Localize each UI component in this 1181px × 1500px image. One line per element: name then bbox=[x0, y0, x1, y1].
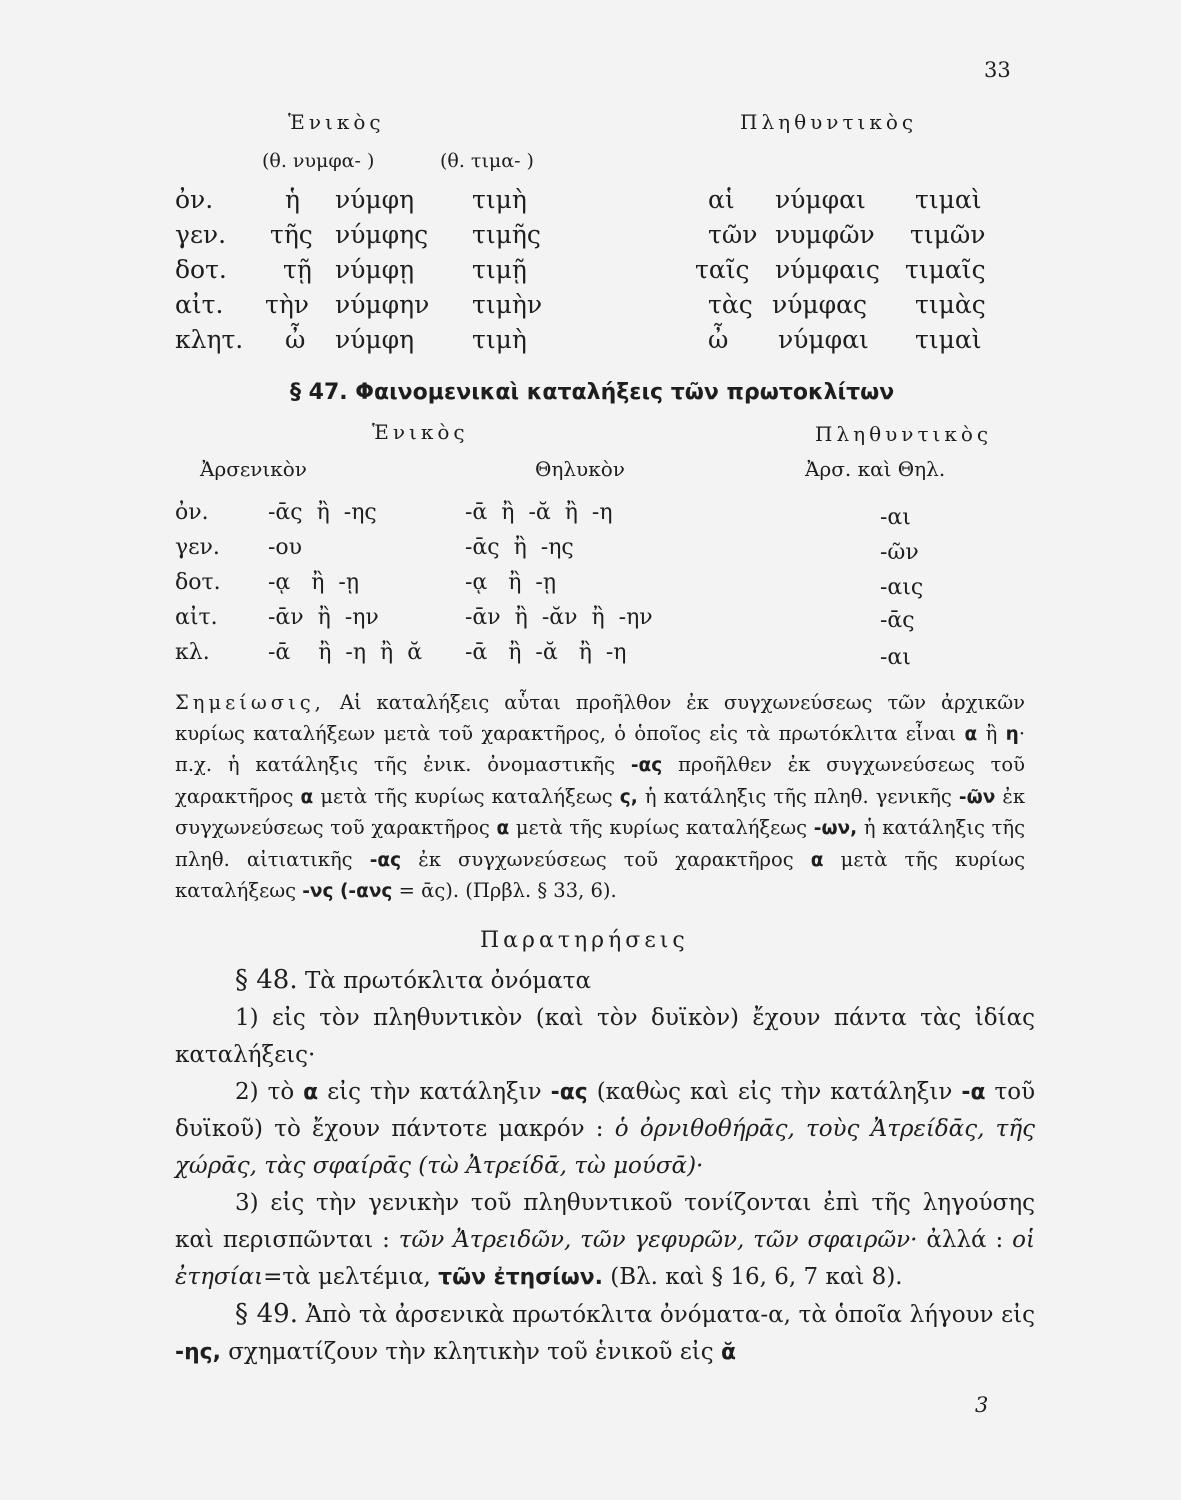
section-48-title: Τὰ πρωτόκλιτα ὀνόματα bbox=[304, 968, 592, 994]
note-text: ἢ bbox=[985, 721, 998, 745]
case-label: ὀν. bbox=[175, 500, 209, 525]
noun-time: τιμὴν bbox=[472, 290, 543, 319]
feminine-ending: -ᾳ ἢ -ῃ bbox=[465, 570, 557, 595]
feminine-ending: -ᾱ ἢ -ᾰ ἢ -η bbox=[465, 640, 627, 665]
case-label: κλ. bbox=[175, 640, 210, 665]
note-text: Αἱ καταλήξεις αὗται προῆλθον ἐκ συγχωνεύσεως τῶν ἀρχικῶν κυρίως καταλήξεων μετὰ τοῦ χαρακτῆρος, ὁ ὁποῖος εἰς τὰ πρωτόκλιτα εἶναι bbox=[175, 691, 1026, 745]
section-49 bbox=[175, 1296, 1035, 1371]
observations-body bbox=[175, 962, 1035, 1371]
plural-ending: -ῶν bbox=[880, 540, 919, 565]
case-label: αἰτ. bbox=[175, 605, 218, 630]
plural-noun-nymphe: νύμφαις bbox=[775, 255, 880, 284]
article: ὦ bbox=[285, 325, 306, 354]
article: τῇ bbox=[283, 255, 312, 284]
noun-nymphe: νύμφης bbox=[335, 220, 429, 249]
observations-heading: Παρατηρήσεις bbox=[480, 928, 689, 953]
noun-nymphe: νύμφην bbox=[335, 290, 430, 319]
plural-noun-nymphe: νύμφαι bbox=[775, 185, 866, 214]
obs-text: τοῦ δυϊκοῦ) τὸ ἔχουν πάντοτε μακρόν : bbox=[175, 1079, 1036, 1142]
article: ἡ bbox=[285, 185, 300, 214]
obs-text: εἰς τὴν κατάληξιν bbox=[327, 1079, 542, 1105]
obs-bold: -ας bbox=[550, 1080, 588, 1105]
plural-article: αἱ bbox=[708, 185, 735, 214]
observation-2 bbox=[175, 1074, 1035, 1185]
page-number-top: 33 bbox=[984, 58, 1011, 82]
obs-text: =τὰ μελτέμια, bbox=[263, 1264, 431, 1290]
note-bold: η bbox=[1005, 723, 1019, 745]
note-bold: -ων, bbox=[813, 818, 858, 839]
observation-1: 1) εἰς τὸν πληθυντικὸν (καὶ τὸν δυϊκὸν) ἔχουν πάντα τὰς ἰδίας καταλήξεις· bbox=[175, 1005, 1035, 1068]
obs-italic: οἱ ἐτησίαι bbox=[175, 1227, 1036, 1290]
obs-italic: τῶν Ἀτρειδῶν, τῶν γεφυρῶν, τῶν σφαιρῶν· bbox=[398, 1227, 918, 1253]
case-label: αἰτ. bbox=[175, 290, 224, 319]
note-label: Σημείωσις, bbox=[175, 691, 325, 714]
obs-bold: τῶν ἐτησίων. bbox=[438, 1265, 603, 1290]
case-label: ὀν. bbox=[175, 185, 214, 214]
noun-time: τιμῇ bbox=[472, 255, 527, 284]
masculine-ending: -ᾱν ἢ -ην bbox=[268, 605, 379, 630]
masculine-ending: -ᾱς ἢ -ης bbox=[268, 500, 377, 525]
obs-text: ἀλλά : bbox=[926, 1227, 1004, 1253]
section-47-header-plural: Πληθυντικὸς bbox=[815, 422, 993, 446]
plural-ending: -αι bbox=[880, 505, 911, 530]
feminine-ending: -ᾱ ἢ -ᾰ ἢ -η bbox=[465, 500, 613, 525]
plural-ending: -αις bbox=[880, 575, 924, 600]
masculine-ending: -ου bbox=[268, 535, 303, 560]
note-bold: -νς (-ανς bbox=[302, 881, 393, 902]
noun-time: τιμὴ bbox=[472, 325, 527, 354]
noun-nymphe: νύμφη bbox=[335, 185, 415, 214]
case-label: γεν. bbox=[175, 220, 227, 249]
case-label: κλητ. bbox=[175, 325, 244, 354]
note-text: · π.χ. ἡ κατάληξις τῆς ἐνικ. ὀνομαστικῆς bbox=[175, 721, 1026, 776]
feminine-ending: -ᾱν ἢ -ᾰν ἢ -ην bbox=[465, 605, 653, 630]
column-masculine: Ἀρσενικὸν bbox=[200, 457, 307, 481]
plural-noun-time: τιμαὶ bbox=[915, 325, 982, 354]
note-text: ἐκ συγχωνεύσεως τοῦ χαρακτῆρος bbox=[175, 784, 1026, 839]
note-text: μετὰ τῆς κυρίως καταλήξεως bbox=[320, 784, 613, 808]
plural-noun-nymphe: νύμφαι bbox=[778, 325, 869, 354]
column-plural: Ἀρσ. καὶ Θηλ. bbox=[805, 457, 946, 481]
section-49-number: § 49. bbox=[235, 1299, 298, 1329]
section-48-number: § 48. bbox=[235, 965, 298, 995]
plural-article: ὦ bbox=[708, 325, 729, 354]
plural-noun-time: τιμαὶ bbox=[915, 185, 982, 214]
note-bold: -ας bbox=[630, 755, 663, 776]
obs-bold: α bbox=[303, 1080, 319, 1105]
article: τὴν bbox=[265, 290, 310, 319]
plural-noun-nymphe: νυμφῶν bbox=[775, 220, 875, 249]
plural-ending: -ᾱς bbox=[880, 608, 915, 633]
observation-3 bbox=[175, 1185, 1035, 1296]
obs-bold: -α bbox=[961, 1080, 986, 1105]
feminine-ending: -ᾱς ἢ -ης bbox=[465, 535, 574, 560]
plural-ending: -αι bbox=[880, 645, 911, 670]
masculine-ending: -ᾱ ἢ -η ἢ ᾰ bbox=[268, 640, 423, 665]
table1-stem-2: (θ. τιμα- ) bbox=[440, 150, 534, 172]
note-bold: -ῶν bbox=[958, 786, 996, 808]
noun-time: τιμῆς bbox=[472, 220, 541, 249]
note-text: ἡ κατάληξις τῆς πληθ. αἰτιατικῆς bbox=[175, 816, 1026, 871]
obs-text: σχηματίζουν τὴν κλητικὴν τοῦ ἑνικοῦ εἰς bbox=[228, 1339, 714, 1365]
noun-nymphe: νύμφη bbox=[335, 325, 415, 354]
obs-text: 2) τὸ bbox=[235, 1079, 295, 1105]
note-text: μετὰ τῆς κυρίως καταλήξεως bbox=[175, 847, 1026, 902]
note-bold: α bbox=[810, 849, 824, 871]
case-label: γεν. bbox=[175, 535, 220, 560]
plural-noun-nymphe: νύμφας bbox=[772, 290, 868, 319]
obs-bold: ᾰ bbox=[720, 1340, 736, 1365]
obs-italic: ὁ ὀρνιθοθήρᾱς, τοὺς Ἀτρείδᾱς, τῆς χώρᾱς, τὰς σφαίρᾱς (τὼ Ἀτρείδᾱ, τὼ μούσᾱ)· bbox=[175, 1116, 1035, 1179]
note-text: = ᾱς). (Πρβλ. § 33, 6). bbox=[398, 879, 617, 902]
case-label: δοτ. bbox=[175, 570, 221, 595]
table1-header-singular: Ἑνικὸς bbox=[288, 110, 385, 134]
plural-article: τὰς bbox=[708, 290, 753, 319]
noun-nymphe: νύμφῃ bbox=[335, 255, 415, 284]
plural-noun-time: τιμῶν bbox=[910, 220, 986, 249]
note-bold: -ας bbox=[369, 849, 402, 871]
page-number-bottom: 3 bbox=[975, 1393, 989, 1417]
case-label: δοτ. bbox=[175, 255, 227, 284]
obs-bold: -ης, bbox=[175, 1340, 221, 1365]
note-text: προῆλθεν ἐκ συγχωνεύσεως τοῦ χαρακτῆρος bbox=[175, 753, 1025, 808]
obs-text: (καθὼς καὶ εἰς τὴν κατάληξιν bbox=[596, 1079, 953, 1105]
masculine-ending: -ᾳ ἢ -ῃ bbox=[268, 570, 360, 595]
table1-stem-1: (θ. νυμφα- ) bbox=[262, 150, 375, 172]
note-text: ἡ κατάληξις τῆς πληθ. γενικῆς bbox=[644, 784, 952, 808]
article: τῆς bbox=[270, 220, 313, 249]
section-47-header-singular: Ἑνικὸς bbox=[372, 420, 469, 444]
plural-noun-time: τιμὰς bbox=[915, 290, 986, 319]
note-bold: α bbox=[496, 818, 510, 839]
plural-article: ταῖς bbox=[695, 255, 750, 284]
note-bold: α bbox=[964, 723, 978, 745]
plural-article: τῶν bbox=[708, 220, 758, 249]
note-text: ἐκ συγχωνεύσεως τοῦ χαρακτῆρος bbox=[418, 847, 794, 871]
noun-time: τιμὴ bbox=[472, 185, 527, 214]
section-47-title: § 47. Φαινομενικαὶ καταλήξεις τῶν πρωτοκλίτων bbox=[290, 380, 895, 405]
obs-text: (Βλ. καὶ § 16, 6, 7 καὶ 8). bbox=[610, 1264, 903, 1290]
column-feminine: Θηλυκὸν bbox=[535, 457, 625, 481]
note-text: μετὰ τῆς κυρίως καταλήξεως bbox=[515, 816, 808, 839]
note-paragraph bbox=[175, 688, 1025, 908]
note-bold: ς, bbox=[619, 786, 638, 808]
note-bold: α bbox=[300, 786, 314, 808]
table1-header-plural: Πληθυντικὸς bbox=[740, 110, 918, 134]
obs-text: Ἀπὸ τὰ ἀρσενικὰ πρωτόκλιτα ὀνόματα-α, τὰ ὁποῖα λήγουν εἰς bbox=[305, 1302, 1035, 1328]
plural-noun-time: τιμαῖς bbox=[905, 255, 986, 284]
obs-text: 3) εἰς τὴν γενικὴν τοῦ πληθυντικοῦ τονίζονται ἐπὶ τῆς ληγούσης καὶ περισπῶνται : bbox=[175, 1190, 1035, 1253]
